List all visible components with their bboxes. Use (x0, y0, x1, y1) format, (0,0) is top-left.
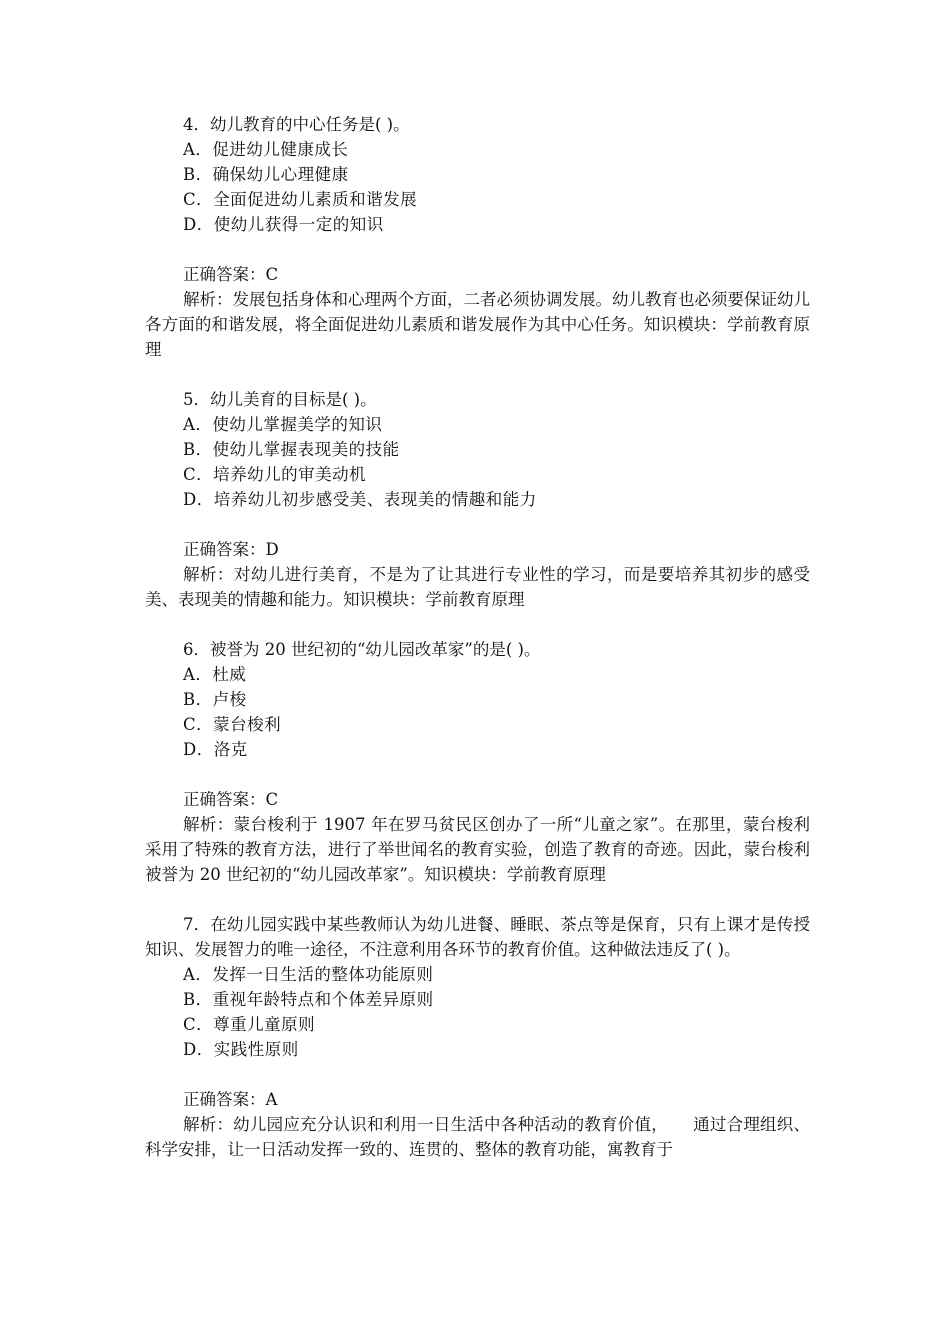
option-b: B．使幼儿掌握表现美的技能 (183, 440, 400, 459)
option-a: A．促进幼儿健康成长 (183, 140, 349, 159)
question-block (145, 112, 810, 362)
option-a: A．杜威 (183, 665, 247, 684)
explanation: 解析：发展包括身体和心理两个方面，二者必须协调发展。幼儿教育也必须要保证幼儿各方面的和谐发展，将全面促进幼儿素质和谐发展作为其中心任务。知识模块：学前教育原理 (145, 290, 810, 359)
question-stem: 5．幼儿美育的目标是( )。 (183, 390, 377, 409)
option-d: D．培养幼儿初步感受美、表现美的情趣和能力 (183, 490, 537, 509)
question-block (145, 387, 810, 612)
explanation: 解析：幼儿园应充分认识和利用一日生活中各种活动的教育价值， 通过合理组织、科学安排，让一日活动发挥一致的、连贯的、整体的教育功能，寓教育于 (145, 1115, 810, 1159)
option-c: C．全面促进幼儿素质和谐发展 (183, 190, 418, 209)
option-a: A．使幼儿掌握美学的知识 (183, 415, 383, 434)
option-b: B．重视年龄特点和个体差异原则 (183, 990, 434, 1009)
question-block (145, 912, 810, 1162)
option-b: B．确保幼儿心理健康 (183, 165, 349, 184)
correct-answer: 正确答案：A (183, 1090, 278, 1109)
option-c: C．尊重儿童原则 (183, 1015, 316, 1034)
correct-answer: 正确答案：D (183, 540, 279, 559)
option-c: C．培养幼儿的审美动机 (183, 465, 367, 484)
correct-answer: 正确答案：C (183, 790, 279, 809)
correct-answer: 正确答案：C (183, 265, 279, 284)
explanation: 解析：对幼儿进行美育，不是为了让其进行专业性的学习，而是要培养其初步的感受美、表现美的情趣和能力。知识模块：学前教育原理 (145, 565, 810, 609)
question-stem: 6．被誉为 20 世纪初的“幼儿园改革家”的是( )。 (183, 640, 541, 659)
option-a: A．发挥一日生活的整体功能原则 (183, 965, 434, 984)
option-b: B．卢梭 (183, 690, 247, 709)
option-c: C．蒙台梭利 (183, 715, 282, 734)
option-d: D．使幼儿获得一定的知识 (183, 215, 384, 234)
option-d: D．实践性原则 (183, 1040, 299, 1059)
question-stem: 7．在幼儿园实践中某些教师认为幼儿进餐、睡眠、茶点等是保育，只有上课才是传授知识、发展智力的唯一途径，不注意利用各环节的教育价值。这种做法违反了( )。 (145, 915, 810, 959)
explanation: 解析：蒙台梭利于 1907 年在罗马贫民区创办了一所“儿童之家”。在那里，蒙台梭利采用了特殊的教育方法，进行了举世闻名的教育实验，创造了教育的奇迹。因此，蒙台梭利被誉为 20 世纪初的“幼儿园改革家”。知识模块：学前教育原理 (145, 815, 810, 884)
document-page (145, 112, 810, 1162)
question-stem: 4．幼儿教育的中心任务是( )。 (183, 115, 410, 134)
option-d: D．洛克 (183, 740, 248, 759)
question-block (145, 637, 810, 887)
